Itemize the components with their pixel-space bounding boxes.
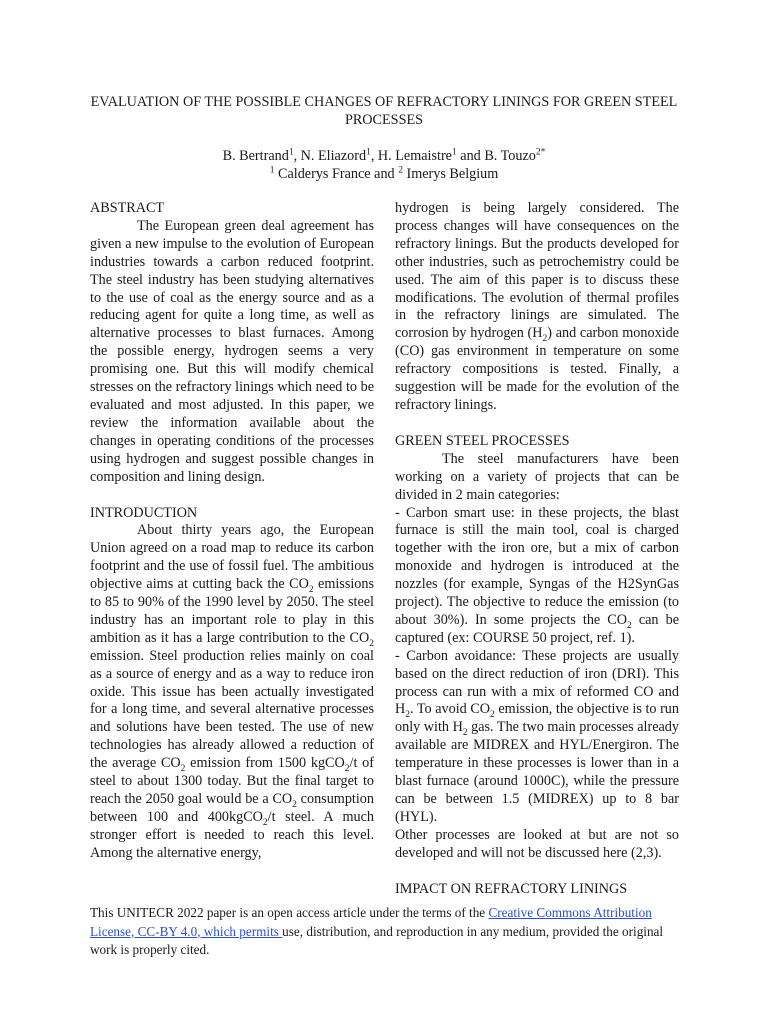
author-affiliation-mark: 1 bbox=[288, 147, 294, 158]
license-link[interactable]: Creative Commons Attribution License, CC-BY 4.0, which permits bbox=[90, 905, 652, 939]
impact-heading: IMPACT ON REFRACTORY LININGS bbox=[395, 880, 628, 897]
footer-text-pre: This UNITECR 2022 paper is an open access article under the terms of the bbox=[90, 905, 489, 920]
footer-text-post: use, distribution, and reproduction in any medium, provided the original work is properly cited. bbox=[90, 923, 664, 957]
author-affiliation-mark: 2* bbox=[535, 147, 546, 158]
affiliation-number: 1 bbox=[269, 165, 275, 176]
introduction-continued-paragraph: hydrogen is being largely considered. The process changes will have consequences on the refractory linings. But the products developed for other industries, such as petrochemistry could be used. The aim of this paper is to discuss these modifications. The evolution of thermal profiles in the refractory linings are simulated. The corrosion by hydrogen $(H_2)$ and carbon monoxide (CO) gas environment in temperature on some refractory compositions is tested. Finally, a suggestion will be made for the evolution of the refractory linings. bbox=[395, 200, 679, 413]
right-column bbox=[395, 200, 679, 899]
other-processes-paragraph: Other processes are looked at but are not so developed and will not be discussed here (2,3). bbox=[395, 826, 679, 861]
author-name: H. Lemaistre bbox=[377, 148, 452, 164]
author-name: N. Eliazord bbox=[300, 148, 367, 164]
left-column bbox=[90, 200, 374, 863]
author-name: B. Touzo bbox=[484, 148, 536, 164]
affiliation-list: $^1$ Calderys France and $^2$ Imerys Belgium bbox=[269, 165, 499, 182]
carbon-smart-use-paragraph: - Carbon smart use: in these projects, the blast furnace is still the main tool, coal is charged together with the iron ore, but a mix of carbon monoxide and hydrogen is introduced at the nozzles (for example, Syngas of the H2SynGas project). The objective to reduce the emission (to about 30%). In some projects the $CO_2$ can be captured (ex: COURSE 50 project, ref. 1). bbox=[395, 504, 679, 646]
affiliation-name: Calderys France bbox=[278, 166, 371, 182]
author-name: B. Bertrand bbox=[222, 148, 289, 164]
green-steel-heading: GREEN STEEL PROCESSES bbox=[395, 432, 570, 449]
affiliation-number: 2 bbox=[398, 165, 403, 176]
introduction-heading: INTRODUCTION bbox=[90, 504, 198, 521]
introduction-paragraph: About thirty years ago, the European Union agreed on a road map to reduce its carbon footprint and the use of fossil fuel. The ambitious objective aims at cutting back the $CO_2$ emissions to 85 to 90% of the 1990 level by 2050. The steel industry has an important role to play in this ambition as it has a large contribution to the $CO_2$ emission. Steel production relies mainly on coal as a source of energy and as a way to reduce iron oxide. This issue has been actually investigated for a long time, and several alternative processes and solutions have been tested. The use of new technologies has already allowed a reduction of the average $CO_2$ emission from 1500 kgCO$_2$/t of steel to about 1300 today. But the final target to reach the 2050 goal would be a $CO_2$ consumption between 100 and 400kgCO$_2$/t steel. A much stronger effort is needed to reach this level. Among the alternative energy, bbox=[90, 522, 374, 861]
author-list: B. Bertrand$^1$, N. Eliazord$^1$, H. Lemaistre$^1$ and B. Touzo$^{2*}$ bbox=[222, 147, 546, 164]
affiliation-name: Imerys Belgium bbox=[406, 166, 499, 182]
green-steel-intro-paragraph: The steel manufacturers have been working on a variety of projects that can be divided in 2 main categories: bbox=[395, 450, 679, 503]
license-footer bbox=[90, 904, 680, 960]
paper-title: EVALUATION OF THE POSSIBLE CHANGES OF REFRACTORY LININGS FOR GREEN STEEL PROCESSES bbox=[90, 94, 678, 128]
author-affiliation-mark: 1 bbox=[451, 147, 457, 158]
abstract-paragraph: The European green deal agreement has given a new impulse to the evolution of European industries towards a carbon reduced footprint. The steel industry has been studying alternatives to the use of coal as the energy source and as a reducing agent for quite a long time, as well as alternative processes to blast furnaces. Among the possible energy, hydrogen seems a very promising one. But this will modify chemical stresses on the refractory linings which need to be evaluated and most adjusted. In this paper, we review the information available about the changes in operating conditions of the processes using hydrogen and suggest possible changes in composition and lining design. bbox=[90, 217, 374, 485]
carbon-avoidance-paragraph: - Carbon avoidance: These projects are usually based on the direct reduction of iron (DRI). This process can run with a mix of reformed CO and $H_2$. To avoid $CO_2$ emission, the objective is to run only with $H_2$ gas. The two main processes already available are MIDREX and HYL/Energiron. The temperature in these processes is lower than in a blast furnace (around 1000C), while the pressure can be between 1.5 (MIDREX) up to 8 bar (HYL). bbox=[395, 647, 679, 825]
abstract-heading: ABSTRACT bbox=[90, 200, 165, 216]
author-affiliation-mark: 1 bbox=[366, 147, 371, 158]
